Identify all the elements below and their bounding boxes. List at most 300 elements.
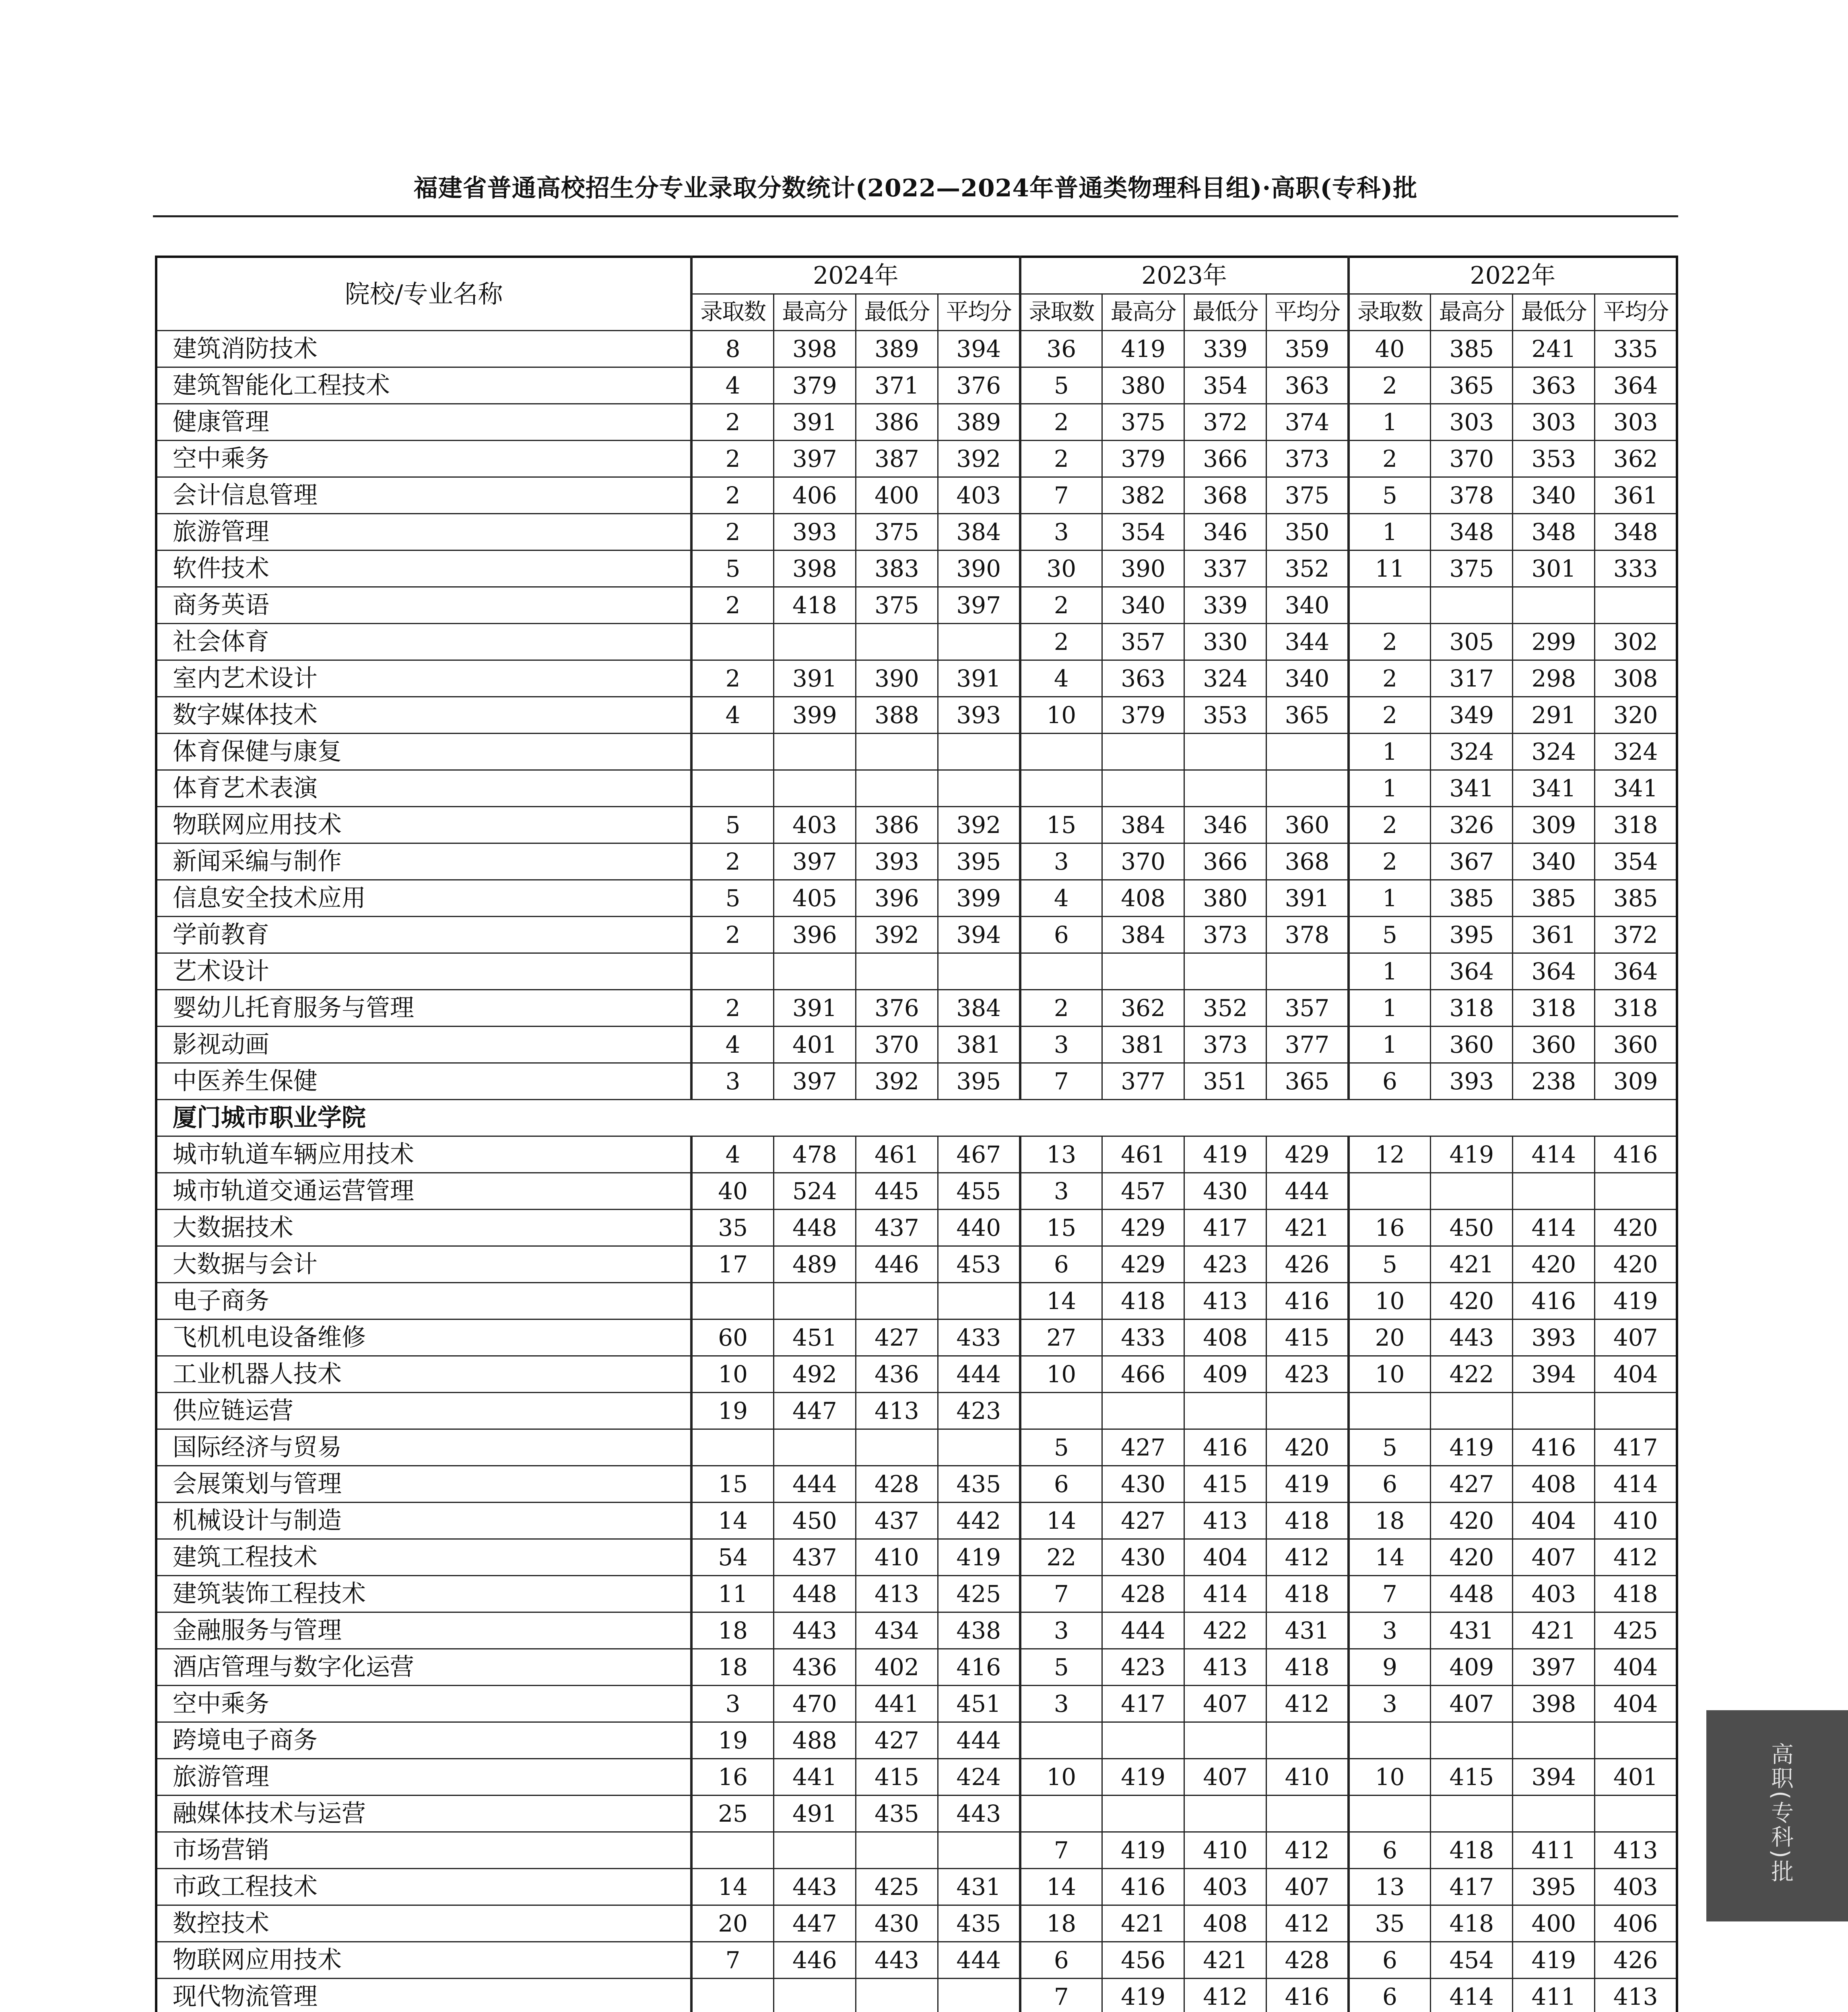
min-score-2022: 395 bbox=[1513, 1869, 1595, 1905]
admitted-count-2023 bbox=[1020, 1393, 1102, 1429]
admitted-count-2024: 2 bbox=[691, 441, 773, 477]
major-name: 室内艺术设计 bbox=[156, 660, 691, 697]
admitted-count-2022: 1 bbox=[1349, 770, 1431, 807]
avg-score-2024: 392 bbox=[938, 807, 1020, 843]
max-score-2022: 395 bbox=[1431, 917, 1513, 953]
max-score-2024 bbox=[773, 734, 856, 770]
admitted-count-2024: 14 bbox=[691, 1869, 773, 1905]
admitted-count-2022 bbox=[1349, 1796, 1431, 1832]
admitted-count-2022: 6 bbox=[1349, 1063, 1431, 1100]
max-score-2023: 419 bbox=[1102, 1979, 1184, 2012]
max-score-2023: 418 bbox=[1102, 1283, 1184, 1319]
min-score-2022: 400 bbox=[1513, 1905, 1595, 1942]
avg-score-2023: 340 bbox=[1266, 660, 1349, 697]
min-score-2022: 385 bbox=[1513, 880, 1595, 917]
max-score-2023: 379 bbox=[1102, 441, 1184, 477]
avg-score-2022: 420 bbox=[1595, 1246, 1677, 1283]
admitted-count-2024: 2 bbox=[691, 514, 773, 550]
table-row bbox=[156, 843, 1677, 880]
max-score-2024 bbox=[773, 1832, 856, 1869]
admitted-count-2022: 5 bbox=[1349, 477, 1431, 514]
table-row bbox=[156, 807, 1677, 843]
avg-score-2022: 335 bbox=[1595, 331, 1677, 367]
min-score-header: 最低分 bbox=[1184, 294, 1266, 331]
min-score-2024: 437 bbox=[856, 1210, 938, 1246]
admitted-count-2022: 2 bbox=[1349, 367, 1431, 404]
min-score-2022: 364 bbox=[1513, 953, 1595, 990]
min-score-2024 bbox=[856, 1429, 938, 1466]
major-name: 会展策划与管理 bbox=[156, 1466, 691, 1503]
avg-score-2022: 364 bbox=[1595, 953, 1677, 990]
min-score-2023 bbox=[1184, 770, 1266, 807]
admitted-count-2023: 2 bbox=[1020, 441, 1102, 477]
avg-score-2024: 440 bbox=[938, 1210, 1020, 1246]
max-score-header: 最高分 bbox=[773, 294, 856, 331]
max-score-2022: 364 bbox=[1431, 953, 1513, 990]
max-score-2023: 428 bbox=[1102, 1576, 1184, 1612]
avg-score-2024 bbox=[938, 734, 1020, 770]
max-score-2022 bbox=[1431, 1393, 1513, 1429]
avg-score-2024: 444 bbox=[938, 1356, 1020, 1393]
min-score-2022: 414 bbox=[1513, 1210, 1595, 1246]
admitted-count-2023: 6 bbox=[1020, 1942, 1102, 1979]
admitted-count-2024: 7 bbox=[691, 1942, 773, 1979]
major-name: 商务英语 bbox=[156, 587, 691, 624]
admitted-count-2022: 5 bbox=[1349, 917, 1431, 953]
min-score-2022: 360 bbox=[1513, 1027, 1595, 1063]
admitted-count-2022: 2 bbox=[1349, 843, 1431, 880]
min-score-2022: 324 bbox=[1513, 734, 1595, 770]
avg-score-2022: 404 bbox=[1595, 1649, 1677, 1686]
admitted-count-2023: 2 bbox=[1020, 624, 1102, 660]
max-score-2024: 489 bbox=[773, 1246, 856, 1283]
min-score-2023: 403 bbox=[1184, 1869, 1266, 1905]
avg-score-2022: 318 bbox=[1595, 807, 1677, 843]
avg-score-2022: 333 bbox=[1595, 550, 1677, 587]
table-row bbox=[156, 367, 1677, 404]
admitted-count-2024 bbox=[691, 953, 773, 990]
max-score-2023: 456 bbox=[1102, 1942, 1184, 1979]
avg-score-2024: 431 bbox=[938, 1869, 1020, 1905]
avg-score-2024: 397 bbox=[938, 587, 1020, 624]
admitted-count-2022: 40 bbox=[1349, 331, 1431, 367]
admitted-count-2023: 3 bbox=[1020, 1173, 1102, 1210]
max-score-2024: 441 bbox=[773, 1759, 856, 1796]
admitted-count-2022 bbox=[1349, 587, 1431, 624]
min-score-2023: 413 bbox=[1184, 1503, 1266, 1539]
min-score-2024: 415 bbox=[856, 1759, 938, 1796]
table-row bbox=[156, 1576, 1677, 1612]
avg-score-2022: 417 bbox=[1595, 1429, 1677, 1466]
avg-score-2024: 384 bbox=[938, 990, 1020, 1027]
avg-score-2024: 443 bbox=[938, 1796, 1020, 1832]
table-row bbox=[156, 587, 1677, 624]
table-row bbox=[156, 917, 1677, 953]
min-score-2024: 413 bbox=[856, 1393, 938, 1429]
min-score-2024: 445 bbox=[856, 1173, 938, 1210]
admitted-count-2024: 4 bbox=[691, 697, 773, 734]
admitted-count-2023: 2 bbox=[1020, 404, 1102, 441]
major-name: 中医养生保健 bbox=[156, 1063, 691, 1100]
avg-score-2024: 393 bbox=[938, 697, 1020, 734]
min-score-2024: 402 bbox=[856, 1649, 938, 1686]
avg-score-2022: 385 bbox=[1595, 880, 1677, 917]
avg-score-2023: 415 bbox=[1266, 1319, 1349, 1356]
min-score-2024: 413 bbox=[856, 1576, 938, 1612]
max-score-2024: 397 bbox=[773, 843, 856, 880]
admitted-count-2023: 7 bbox=[1020, 1576, 1102, 1612]
admitted-count-2024: 2 bbox=[691, 660, 773, 697]
avg-score-2023: 378 bbox=[1266, 917, 1349, 953]
table-row bbox=[156, 1503, 1677, 1539]
table-row bbox=[156, 1356, 1677, 1393]
avg-score-2022: 324 bbox=[1595, 734, 1677, 770]
avg-score-2022: 354 bbox=[1595, 843, 1677, 880]
max-score-2022: 415 bbox=[1431, 1759, 1513, 1796]
admitted-count-2024: 5 bbox=[691, 807, 773, 843]
admitted-count-2024: 16 bbox=[691, 1759, 773, 1796]
avg-score-2024: 467 bbox=[938, 1136, 1020, 1173]
min-score-2022: 394 bbox=[1513, 1356, 1595, 1393]
table-row bbox=[156, 990, 1677, 1027]
max-score-2023: 427 bbox=[1102, 1429, 1184, 1466]
admitted-count-2024: 4 bbox=[691, 1136, 773, 1173]
table-row bbox=[156, 1796, 1677, 1832]
admitted-count-2024 bbox=[691, 1283, 773, 1319]
avg-score-2024: 444 bbox=[938, 1942, 1020, 1979]
min-score-2024 bbox=[856, 1832, 938, 1869]
table-row bbox=[156, 734, 1677, 770]
table-row bbox=[156, 1319, 1677, 1356]
avg-score-2023: 373 bbox=[1266, 441, 1349, 477]
min-score-2024 bbox=[856, 1979, 938, 2012]
admitted-count-2022: 20 bbox=[1349, 1319, 1431, 1356]
avg-score-2024: 444 bbox=[938, 1722, 1020, 1759]
min-score-2023: 413 bbox=[1184, 1283, 1266, 1319]
min-score-2023 bbox=[1184, 1393, 1266, 1429]
max-score-2023: 363 bbox=[1102, 660, 1184, 697]
max-score-2023: 429 bbox=[1102, 1246, 1184, 1283]
admitted-count-2023: 2 bbox=[1020, 990, 1102, 1027]
max-score-2024: 478 bbox=[773, 1136, 856, 1173]
major-name: 空中乘务 bbox=[156, 1686, 691, 1722]
admitted-count-2023: 4 bbox=[1020, 660, 1102, 697]
admitted-count-2023: 3 bbox=[1020, 843, 1102, 880]
max-score-2023: 461 bbox=[1102, 1136, 1184, 1173]
admitted-count-2023: 18 bbox=[1020, 1905, 1102, 1942]
avg-score-2022: 416 bbox=[1595, 1136, 1677, 1173]
admitted-count-2022 bbox=[1349, 1722, 1431, 1759]
avg-score-2023: 360 bbox=[1266, 807, 1349, 843]
table-row bbox=[156, 331, 1677, 367]
table-row bbox=[156, 697, 1677, 734]
min-score-2022: 348 bbox=[1513, 514, 1595, 550]
max-score-2022: 365 bbox=[1431, 367, 1513, 404]
year-header-2023: 2023年 bbox=[1020, 257, 1349, 294]
min-score-2022 bbox=[1513, 1173, 1595, 1210]
min-score-2023: 337 bbox=[1184, 550, 1266, 587]
avg-score-2022: 410 bbox=[1595, 1503, 1677, 1539]
max-score-2022: 454 bbox=[1431, 1942, 1513, 1979]
min-score-2023: 416 bbox=[1184, 1429, 1266, 1466]
admitted-count-2022: 35 bbox=[1349, 1905, 1431, 1942]
min-score-2022: 393 bbox=[1513, 1319, 1595, 1356]
year-header-row bbox=[156, 257, 1677, 294]
max-score-2023: 419 bbox=[1102, 331, 1184, 367]
max-score-2024: 447 bbox=[773, 1905, 856, 1942]
avg-score-2022: 309 bbox=[1595, 1063, 1677, 1100]
avg-score-2022: 413 bbox=[1595, 1832, 1677, 1869]
min-score-2023: 366 bbox=[1184, 843, 1266, 880]
min-score-2022: 340 bbox=[1513, 843, 1595, 880]
min-score-2023: 415 bbox=[1184, 1466, 1266, 1503]
admitted-count-header: 录取数 bbox=[1349, 294, 1431, 331]
max-score-2022: 431 bbox=[1431, 1612, 1513, 1649]
admitted-count-2022: 1 bbox=[1349, 953, 1431, 990]
max-score-2023: 357 bbox=[1102, 624, 1184, 660]
min-score-2022: 291 bbox=[1513, 697, 1595, 734]
admitted-count-2023: 30 bbox=[1020, 550, 1102, 587]
max-score-2022 bbox=[1431, 587, 1513, 624]
min-score-2024: 428 bbox=[856, 1466, 938, 1503]
avg-score-2023: 426 bbox=[1266, 1246, 1349, 1283]
min-score-2022: 394 bbox=[1513, 1759, 1595, 1796]
avg-score-2023: 391 bbox=[1266, 880, 1349, 917]
max-score-2023: 354 bbox=[1102, 514, 1184, 550]
min-score-2023: 366 bbox=[1184, 441, 1266, 477]
admitted-count-2023 bbox=[1020, 1796, 1102, 1832]
major-name: 飞机机电设备维修 bbox=[156, 1319, 691, 1356]
min-score-2024: 446 bbox=[856, 1246, 938, 1283]
max-score-2022: 367 bbox=[1431, 843, 1513, 880]
max-score-2024: 491 bbox=[773, 1796, 856, 1832]
admitted-count-2022: 6 bbox=[1349, 1466, 1431, 1503]
min-score-2022: 299 bbox=[1513, 624, 1595, 660]
admitted-count-2024: 60 bbox=[691, 1319, 773, 1356]
max-score-2022 bbox=[1431, 1796, 1513, 1832]
min-score-2022: 411 bbox=[1513, 1832, 1595, 1869]
major-name: 建筑装饰工程技术 bbox=[156, 1576, 691, 1612]
avg-score-2024: 425 bbox=[938, 1576, 1020, 1612]
max-score-2023: 381 bbox=[1102, 1027, 1184, 1063]
admitted-count-2024: 14 bbox=[691, 1503, 773, 1539]
admitted-count-2024: 2 bbox=[691, 404, 773, 441]
avg-score-2023: 429 bbox=[1266, 1136, 1349, 1173]
admitted-count-2022: 14 bbox=[1349, 1539, 1431, 1576]
avg-score-2023: 374 bbox=[1266, 404, 1349, 441]
max-score-2022: 417 bbox=[1431, 1869, 1513, 1905]
avg-score-2022: 320 bbox=[1595, 697, 1677, 734]
avg-score-2022: 407 bbox=[1595, 1319, 1677, 1356]
admitted-count-2022: 1 bbox=[1349, 880, 1431, 917]
max-score-2022: 318 bbox=[1431, 990, 1513, 1027]
min-score-2023: 407 bbox=[1184, 1686, 1266, 1722]
min-score-2022 bbox=[1513, 587, 1595, 624]
admitted-count-2023: 6 bbox=[1020, 917, 1102, 953]
admitted-count-2022: 10 bbox=[1349, 1283, 1431, 1319]
table-row bbox=[156, 404, 1677, 441]
min-score-2022: 421 bbox=[1513, 1612, 1595, 1649]
max-score-2022: 422 bbox=[1431, 1356, 1513, 1393]
max-score-2024: 399 bbox=[773, 697, 856, 734]
avg-score-2023: 412 bbox=[1266, 1539, 1349, 1576]
major-name: 体育艺术表演 bbox=[156, 770, 691, 807]
avg-score-2024: 435 bbox=[938, 1466, 1020, 1503]
avg-score-2023: 407 bbox=[1266, 1869, 1349, 1905]
max-score-2022: 375 bbox=[1431, 550, 1513, 587]
min-score-2024: 370 bbox=[856, 1027, 938, 1063]
major-name: 大数据技术 bbox=[156, 1210, 691, 1246]
min-score-2023 bbox=[1184, 1796, 1266, 1832]
admitted-count-2022: 11 bbox=[1349, 550, 1431, 587]
avg-score-2023: 365 bbox=[1266, 697, 1349, 734]
avg-score-2022: 413 bbox=[1595, 1979, 1677, 2012]
admitted-count-2023: 5 bbox=[1020, 1649, 1102, 1686]
avg-score-2022: 372 bbox=[1595, 917, 1677, 953]
major-name: 数字媒体技术 bbox=[156, 697, 691, 734]
admitted-count-2022: 6 bbox=[1349, 1942, 1431, 1979]
table-row bbox=[156, 1063, 1677, 1100]
max-score-2023 bbox=[1102, 1393, 1184, 1429]
admitted-count-2024 bbox=[691, 624, 773, 660]
avg-score-2022: 404 bbox=[1595, 1356, 1677, 1393]
major-name: 工业机器人技术 bbox=[156, 1356, 691, 1393]
year-header-2024: 2024年 bbox=[691, 257, 1020, 294]
min-score-2024: 386 bbox=[856, 807, 938, 843]
max-score-2024: 396 bbox=[773, 917, 856, 953]
min-score-2024: 390 bbox=[856, 660, 938, 697]
admitted-count-2024: 18 bbox=[691, 1649, 773, 1686]
admitted-count-2024: 2 bbox=[691, 990, 773, 1027]
admitted-count-2024: 19 bbox=[691, 1393, 773, 1429]
table-row bbox=[156, 1722, 1677, 1759]
admitted-count-2024: 54 bbox=[691, 1539, 773, 1576]
admitted-count-2023: 7 bbox=[1020, 1979, 1102, 2012]
avg-score-2023: 423 bbox=[1266, 1356, 1349, 1393]
avg-score-2022 bbox=[1595, 1796, 1677, 1832]
max-score-2022: 418 bbox=[1431, 1832, 1513, 1869]
avg-score-2024: 424 bbox=[938, 1759, 1020, 1796]
avg-score-2023: 352 bbox=[1266, 550, 1349, 587]
max-score-2022: 421 bbox=[1431, 1246, 1513, 1283]
table-row bbox=[156, 1905, 1677, 1942]
major-name: 物联网应用技术 bbox=[156, 1942, 691, 1979]
major-name: 大数据与会计 bbox=[156, 1246, 691, 1283]
avg-score-2024: 416 bbox=[938, 1649, 1020, 1686]
max-score-2023: 377 bbox=[1102, 1063, 1184, 1100]
major-name: 市场营销 bbox=[156, 1832, 691, 1869]
max-score-2022: 419 bbox=[1431, 1429, 1513, 1466]
admitted-count-2022: 3 bbox=[1349, 1612, 1431, 1649]
avg-score-2023: 365 bbox=[1266, 1063, 1349, 1100]
admitted-count-2022: 9 bbox=[1349, 1649, 1431, 1686]
avg-score-2023: 431 bbox=[1266, 1612, 1349, 1649]
admitted-count-header: 录取数 bbox=[691, 294, 773, 331]
admitted-count-2023: 3 bbox=[1020, 514, 1102, 550]
max-score-2024: 447 bbox=[773, 1393, 856, 1429]
max-score-2024 bbox=[773, 770, 856, 807]
max-score-2023: 427 bbox=[1102, 1503, 1184, 1539]
min-score-2023: 346 bbox=[1184, 514, 1266, 550]
max-score-2022: 418 bbox=[1431, 1905, 1513, 1942]
admitted-count-2023 bbox=[1020, 1722, 1102, 1759]
min-score-2024: 427 bbox=[856, 1319, 938, 1356]
max-score-2024: 391 bbox=[773, 660, 856, 697]
max-score-2024: 418 bbox=[773, 587, 856, 624]
min-score-2024 bbox=[856, 1283, 938, 1319]
avg-score-2023 bbox=[1266, 734, 1349, 770]
admitted-count-2023 bbox=[1020, 953, 1102, 990]
min-score-header: 最低分 bbox=[856, 294, 938, 331]
admitted-count-2022: 2 bbox=[1349, 441, 1431, 477]
major-name: 电子商务 bbox=[156, 1283, 691, 1319]
min-score-2023: 324 bbox=[1184, 660, 1266, 697]
avg-score-2023: 363 bbox=[1266, 367, 1349, 404]
major-name: 影视动画 bbox=[156, 1027, 691, 1063]
admitted-count-2024 bbox=[691, 734, 773, 770]
major-name: 艺术设计 bbox=[156, 953, 691, 990]
avg-score-2022: 419 bbox=[1595, 1283, 1677, 1319]
max-score-2022: 324 bbox=[1431, 734, 1513, 770]
admitted-count-header: 录取数 bbox=[1020, 294, 1102, 331]
avg-score-2022: 426 bbox=[1595, 1942, 1677, 1979]
admitted-count-2022: 5 bbox=[1349, 1246, 1431, 1283]
max-score-2022: 420 bbox=[1431, 1283, 1513, 1319]
table-row bbox=[156, 1649, 1677, 1686]
admitted-count-2023: 14 bbox=[1020, 1869, 1102, 1905]
min-score-2024: 441 bbox=[856, 1686, 938, 1722]
major-name: 软件技术 bbox=[156, 550, 691, 587]
major-name: 现代物流管理 bbox=[156, 1979, 691, 2012]
avg-score-2023: 412 bbox=[1266, 1832, 1349, 1869]
min-score-2024 bbox=[856, 770, 938, 807]
max-score-2022: 450 bbox=[1431, 1210, 1513, 1246]
min-score-2023: 407 bbox=[1184, 1759, 1266, 1796]
avg-score-2023: 359 bbox=[1266, 331, 1349, 367]
avg-score-2024: 395 bbox=[938, 843, 1020, 880]
min-score-2022: 407 bbox=[1513, 1539, 1595, 1576]
avg-score-2023 bbox=[1266, 770, 1349, 807]
avg-score-2023: 420 bbox=[1266, 1429, 1349, 1466]
avg-score-2024: 433 bbox=[938, 1319, 1020, 1356]
major-name: 健康管理 bbox=[156, 404, 691, 441]
major-name: 跨境电子商务 bbox=[156, 1722, 691, 1759]
avg-score-2024: 403 bbox=[938, 477, 1020, 514]
avg-score-2024: 455 bbox=[938, 1173, 1020, 1210]
max-score-2023: 466 bbox=[1102, 1356, 1184, 1393]
admitted-count-2024 bbox=[691, 1979, 773, 2012]
avg-score-2022 bbox=[1595, 1393, 1677, 1429]
min-score-2022: 318 bbox=[1513, 990, 1595, 1027]
admitted-count-2024: 19 bbox=[691, 1722, 773, 1759]
min-score-2024: 386 bbox=[856, 404, 938, 441]
table-row bbox=[156, 550, 1677, 587]
max-score-2024: 443 bbox=[773, 1869, 856, 1905]
min-score-2023: 339 bbox=[1184, 331, 1266, 367]
avg-score-2023 bbox=[1266, 1722, 1349, 1759]
year-header-2022: 2022年 bbox=[1349, 257, 1677, 294]
max-score-2023: 384 bbox=[1102, 917, 1184, 953]
avg-score-2023 bbox=[1266, 1796, 1349, 1832]
max-score-2023: 433 bbox=[1102, 1319, 1184, 1356]
avg-score-2024: 435 bbox=[938, 1905, 1020, 1942]
admitted-count-2023: 5 bbox=[1020, 367, 1102, 404]
table-row bbox=[156, 1539, 1677, 1576]
admitted-count-2022: 16 bbox=[1349, 1210, 1431, 1246]
max-score-2022: 348 bbox=[1431, 514, 1513, 550]
max-score-2024: 492 bbox=[773, 1356, 856, 1393]
avg-score-2022: 412 bbox=[1595, 1539, 1677, 1576]
